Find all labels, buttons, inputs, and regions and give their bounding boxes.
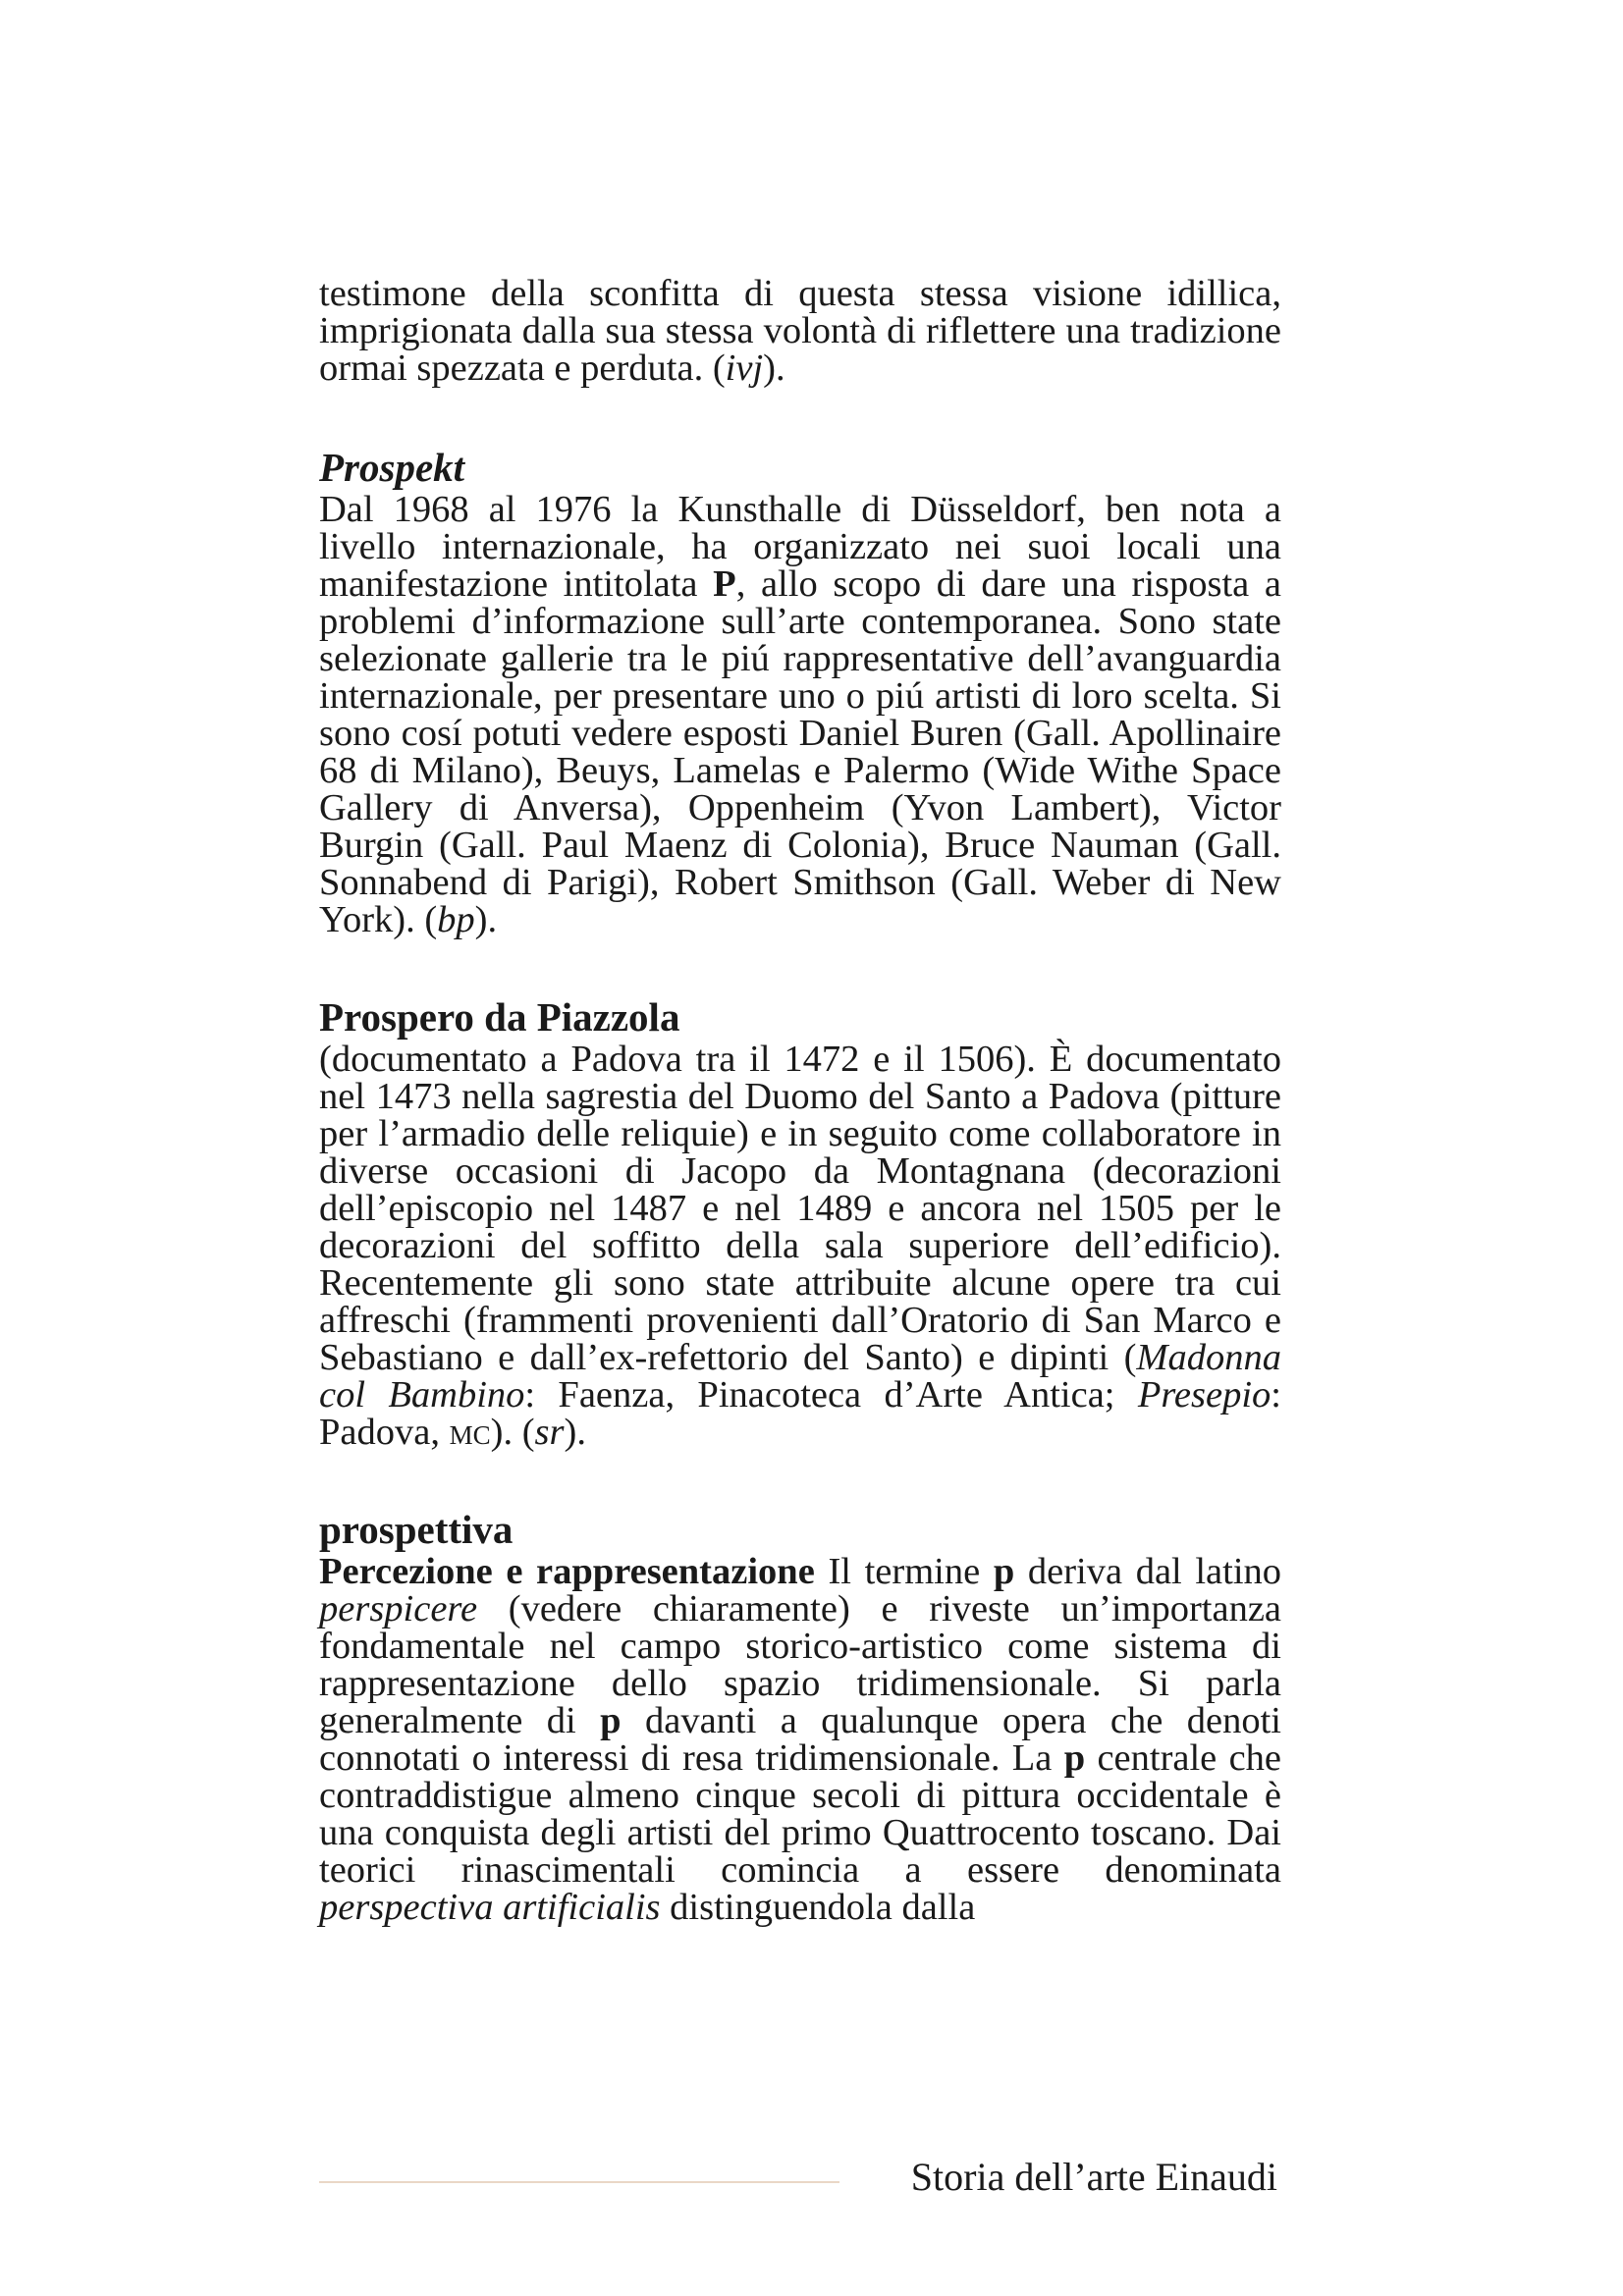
entry-text: Dal 1968 al 1976 la Kunsthalle di Düsseldorf, ben nota a livello internazionale, ha organizzato nei suoi locali una manifestazione intitolata [319,489,1281,605]
author-tag: bp [437,899,475,940]
entry-text: centrale che contraddistigue almeno cinque secoli di pittura occidentale è una conquista degli artisti del primo Quattrocento toscano. Dai teorici rinascimentali comincia a essere denominata [319,1737,1282,1891]
entry-body [319,1553,1281,1926]
entry-text: : Padova, [319,1374,1281,1453]
entry-text: : Faenza, Pinacoteca d’Arte Antica; [524,1374,1115,1415]
author-tag: sr [534,1412,565,1453]
entry-text: deriva dal latino [1027,1551,1282,1592]
footer-title: Storia dell’arte Einaudi [910,2155,1277,2199]
author-tag: ivj [725,347,764,389]
entry-prospettiva [319,1506,1281,1926]
entry-headword: Prospekt [319,445,465,490]
entry-headword: Prospero da Piazzola [319,994,680,1040]
latin-term: perspicere [319,1588,478,1629]
entry-subheading: Percezione e rappresentazione [319,1551,815,1592]
entry-body: (documentato a Padova tra il 1472 e il 1506). È documentato nel 1473 nella sagrestia del Duomo del Santo a Padova (pitture per l’armadio delle reliquie) e in seguito come collaboratore in diverse occasioni di Jacopo da Montagnana (decorazioni dell’episcopio nel 1487 e nel 1489 e ancora nel 1505 per le decorazioni del soffitto della sala superiore dell’edificio). Recentemente gli sono state attribuite alcune opere tra cui affreschi (frammenti provenienti dall’Oratorio di San Marco e Sebastiano e dall’ex-refettorio del Santo) e dipinti (Madonna col Bambino: Faenza, Pinacoteca d’Arte Antica; Presepio: Padova, mc). (sr). [319,1039,1281,1453]
entry-abbrev: p [600,1700,622,1741]
entry-abbrev: p [1063,1737,1086,1779]
spacer [319,1451,1281,1506]
intro-paragraph: testimone della sconfitta di questa stessa visione idillica, imprigionata dalla sua stessa volontà di riflettere una tradizione ormai spezzata e perduta. (ivj). [319,273,1281,389]
entry-text: ). [490,1412,514,1453]
page-body [319,275,1281,1926]
museum-abbrev: mc [449,1412,491,1453]
entry-abbrev: P [713,563,736,605]
entry-body: Dal 1968 al 1976 la Kunsthalle di Düsseldorf, ben nota a livello internazionale, ha organizzato nei suoi locali una manifestazione intitolata P, allo scopo di dare una risposta a problemi d’informazione sull’arte contemporanea. Sono state selezionate gallerie tra le piú rappresentative dell’avanguardia internazionale, per presentare uno o piú artisti di loro scelta. Si sono cosí potuti vedere esposti Daniel Buren (Gall. Apollinaire 68 di Milano), Beuys, Lamelas e Palermo (Wide Withe Space Gallery di Anversa), Oppenheim (Yvon Lambert), Victor Burgin (Gall. Paul Maenz di Colonia), Bruce Nauman (Gall. Sonnabend di Parigi), Robert Smithson (Gall. Weber di New York). (bp). [319,489,1281,940]
entry-text: distinguendola dalla [670,1887,976,1928]
entry-text: , allo scopo di dare una risposta a problemi d’informazione sull’arte contemporanea. Sono state selezionate gallerie tra le piú rappresentative dell’avanguardia internazionale, per presentare uno o piú artisti di loro scelta. Si sono cosí potuti vedere esposti Daniel Buren (Gall. Apollinaire 68 di Milano), Beuys, Lamelas e Palermo (Wide Withe Space Gallery di Anversa), Oppenheim (Yvon Lambert), Victor Burgin (Gall. Paul Maenz di Colonia), Bruce Nauman (Gall. Sonnabend di Parigi), Robert Smithson (Gall. Weber di New York). [319,563,1281,940]
work-title: Madonna col Bambino [319,1337,1281,1415]
entry-text: davanti a qualunque opera che denoti connotati o interessi di resa tridimensionale. La [319,1700,1281,1779]
entry-text: (documentato a Padova tra il 1472 e il 1506). È documentato nel 1473 nella sagrestia del Duomo del Santo a Padova (pitture per l’armadio delle reliquie) e in seguito come collaboratore in diverse occasioni di Jacopo da Montagnana (decorazioni dell’episcopio nel 1487 e nel 1489 e ancora nel 1505 per le decorazioni del soffitto della sala superiore dell’edificio). Recentemente gli sono state attribuite alcune opere tra cui affreschi (frammenti provenienti dall’Oratorio di San Marco e Sebastiano e dall’ex-refettorio del Santo) e dipinti ( [319,1039,1281,1378]
spacer [319,938,1281,993]
latin-term: perspectiva artificialis [319,1887,661,1928]
entry-text: (vedere chiaramente) e riveste un’importanza fondamentale nel campo storico-artistico come sistema di rappresentazione dello spazio tridimensionale. Si parla generalmente di [319,1588,1282,1741]
spacer [319,387,1281,444]
entry-headword: prospettiva [319,1507,514,1552]
entry-text: Il termine [828,1551,981,1592]
intro-text: testimone della sconfitta di questa stessa visione idillica, imprigionata dalla sua stessa volontà di riflettere una tradizione ormai spezzata e perduta. [319,273,1281,389]
work-title: Presepio [1137,1374,1271,1415]
entry-prospekt [319,444,1281,938]
entry-abbrev: p [993,1551,1015,1592]
entry-prospero-da-piazzola [319,993,1281,1451]
